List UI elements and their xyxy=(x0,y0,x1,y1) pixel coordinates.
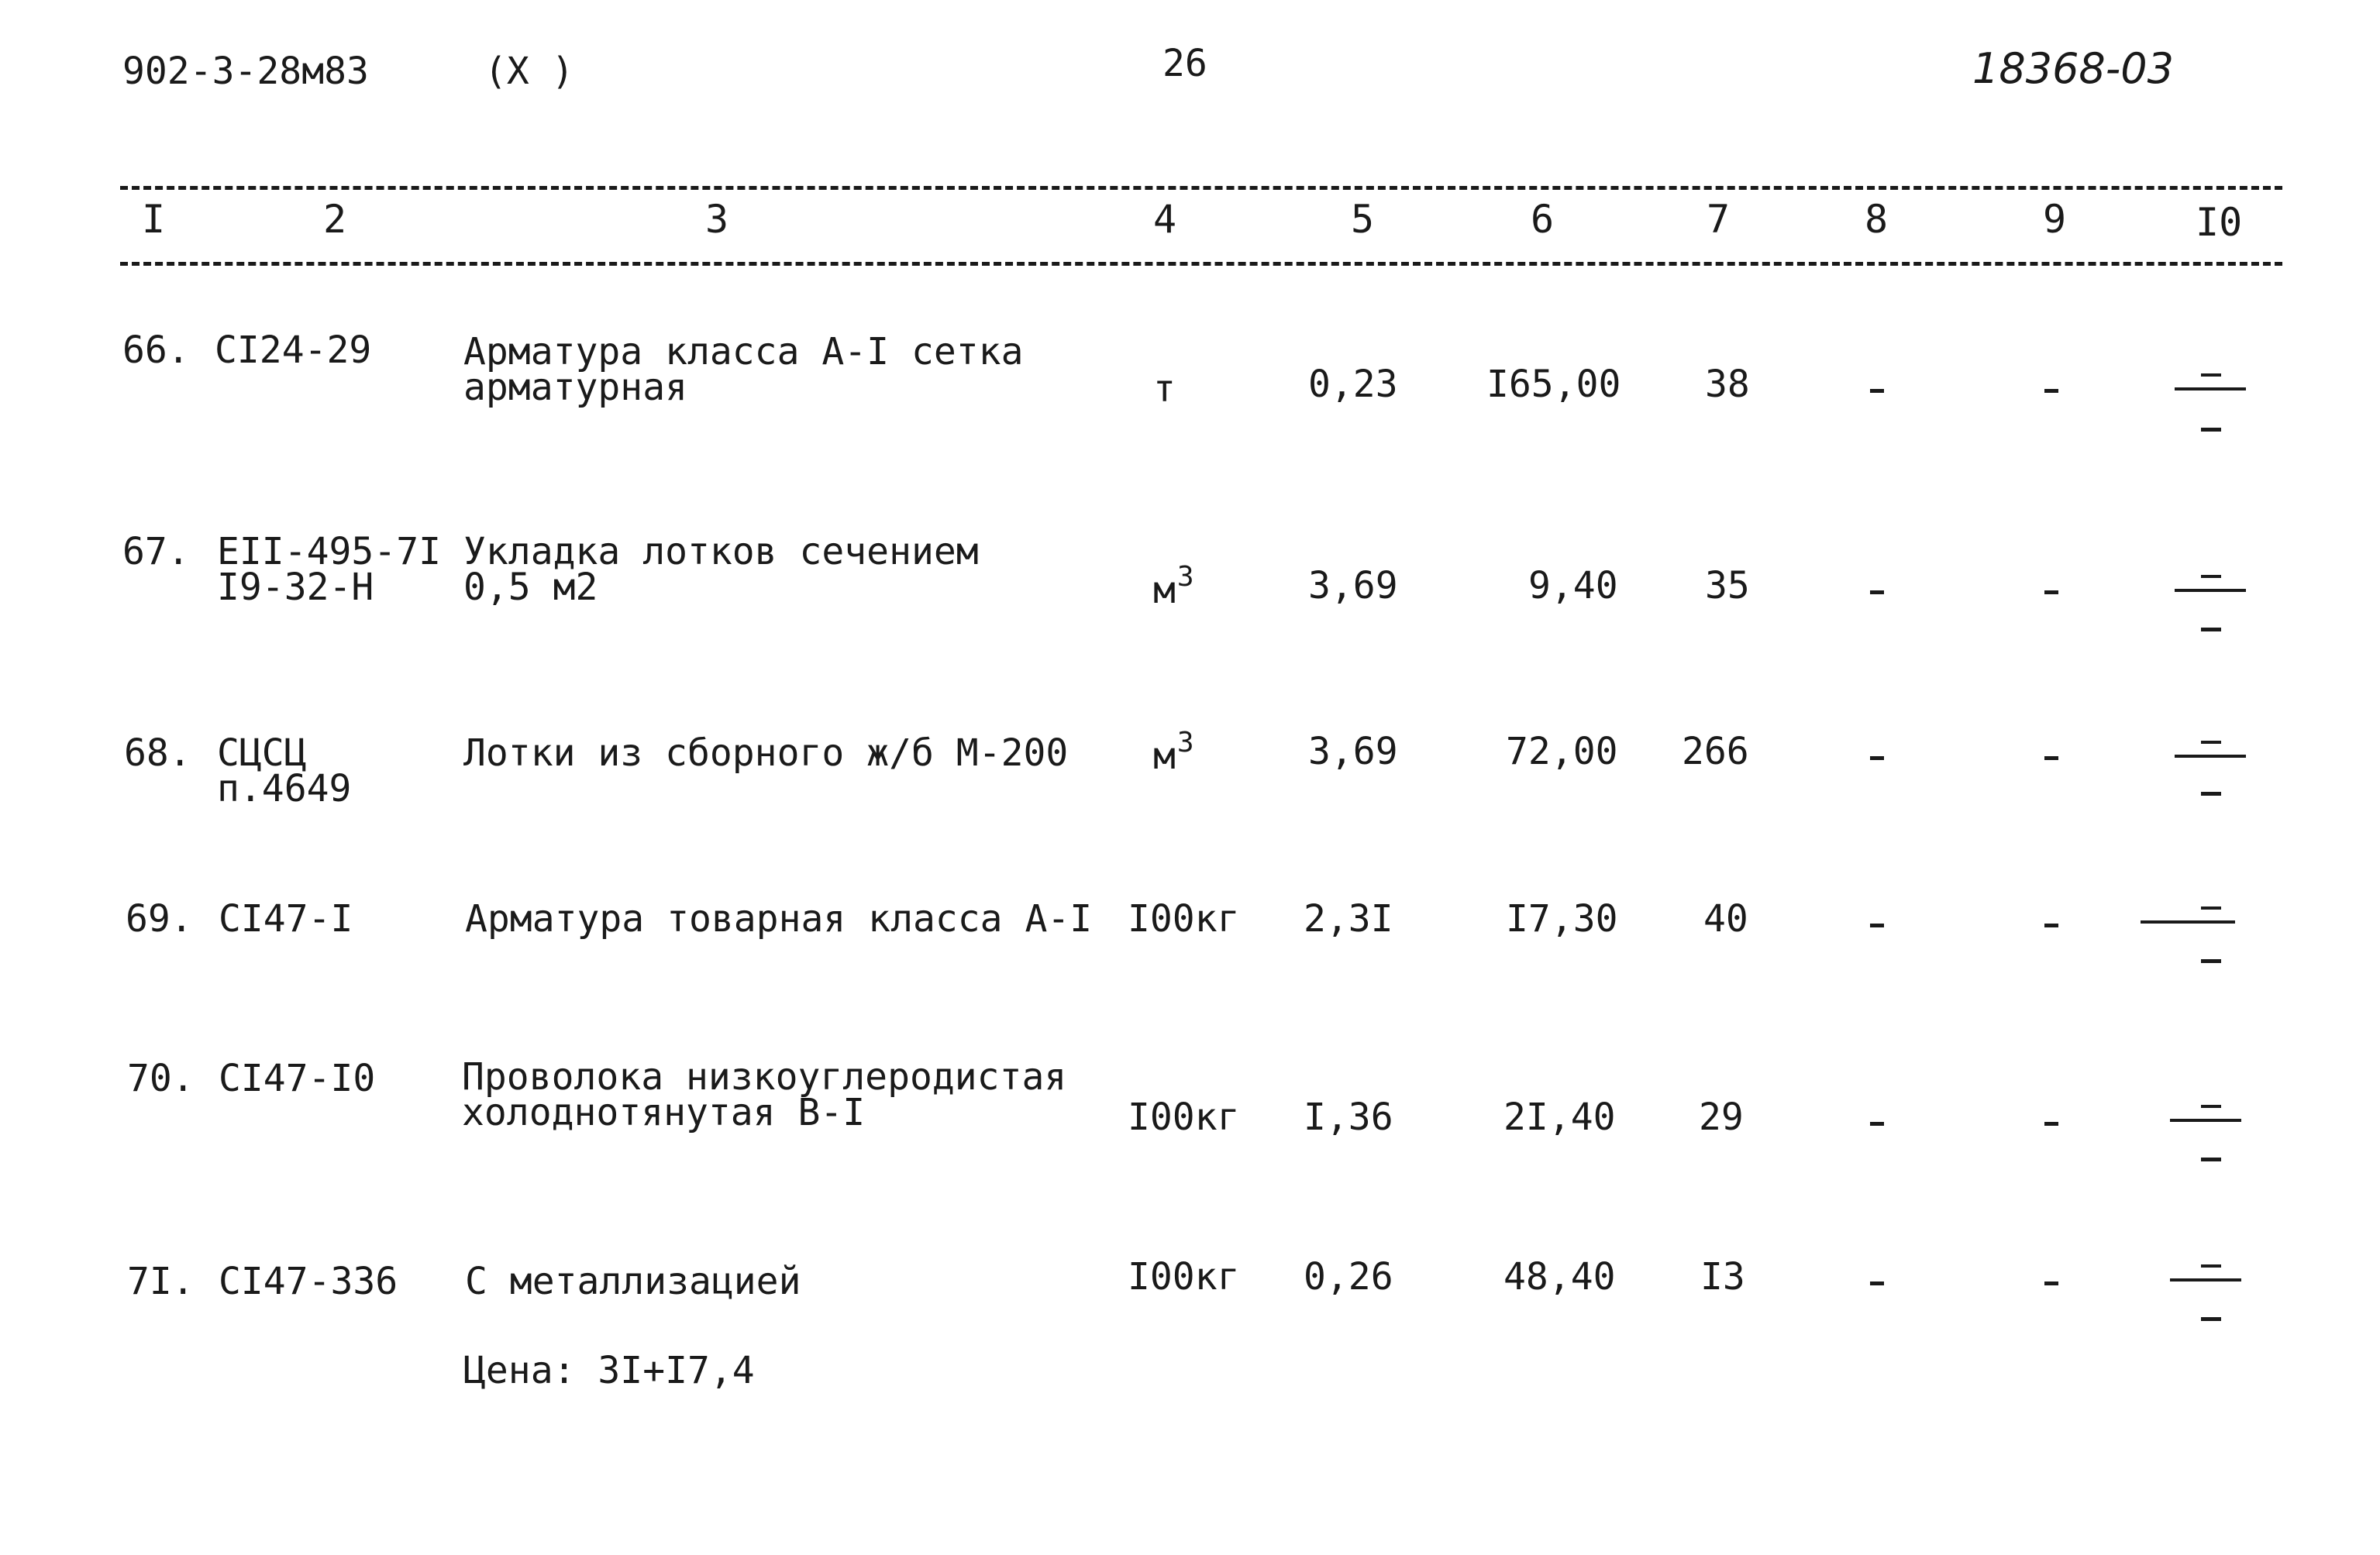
row-unit-price: I65,00 xyxy=(1486,363,1621,406)
ditto-mark-line xyxy=(2170,1278,2241,1281)
row-description-line1: Арматура класса A-I сетка xyxy=(463,330,1024,373)
document-mark: (X ) xyxy=(484,50,574,93)
ditto-mark-icon xyxy=(2201,741,2221,744)
row-total: I3 xyxy=(1700,1255,1745,1299)
row-quantity: 0,23 xyxy=(1308,363,1398,406)
row-code-line1: EII-495-7I xyxy=(217,530,441,573)
row-total: 266 xyxy=(1682,730,1749,773)
column-header-10: I0 xyxy=(2196,200,2243,245)
row-unit: I00кг xyxy=(1128,1096,1240,1139)
row-number: 70. xyxy=(127,1057,195,1100)
ditto-mark-line xyxy=(2175,387,2246,390)
row-unit-price: 9,40 xyxy=(1528,564,1618,607)
row-code-line2: п.4649 xyxy=(217,767,352,810)
row-number: 66. xyxy=(122,329,190,372)
row-quantity: 3,69 xyxy=(1308,564,1398,607)
row-total: 38 xyxy=(1705,363,1750,406)
row-quantity: 2,3I xyxy=(1304,897,1393,941)
row-code: CI47-336 xyxy=(219,1260,398,1303)
unit-label: м xyxy=(1153,569,1176,612)
row-quantity: 0,26 xyxy=(1304,1255,1393,1299)
row-unit xyxy=(1153,561,1194,612)
row-col8-dash xyxy=(1870,756,1884,760)
row-unit-price: 48,40 xyxy=(1503,1255,1616,1299)
row-code-line1: СЦСЦ xyxy=(217,731,307,775)
ditto-mark-lower xyxy=(2201,959,2221,963)
row-description-line1: Проволока низкоуглеродистая xyxy=(462,1055,1067,1099)
row-code-line2: I9-32-H xyxy=(217,566,374,609)
row-unit-price: 2I,40 xyxy=(1503,1096,1616,1139)
ditto-mark-lower xyxy=(2201,792,2221,796)
row-unit-price: 72,00 xyxy=(1506,730,1618,773)
row-unit: I00кг xyxy=(1128,1255,1240,1299)
header-bottom-rule xyxy=(120,262,2282,266)
column-header-8: 8 xyxy=(1865,197,1889,242)
row-description-line2: арматурная xyxy=(463,366,687,409)
header-top-rule xyxy=(120,186,2282,190)
row-quantity: 3,69 xyxy=(1308,730,1398,773)
column-header-2: 2 xyxy=(323,197,347,242)
row-description: Лотки из сборного ж/б М-200 xyxy=(463,731,1069,775)
ditto-mark-lower xyxy=(2201,428,2221,432)
row-col9-dash xyxy=(2044,389,2058,393)
ditto-mark-icon xyxy=(2201,1264,2221,1268)
row-unit: I00кг xyxy=(1128,897,1240,941)
row-code: CI47-I0 xyxy=(219,1057,376,1100)
row-description: Арматура товарная класса A-I xyxy=(465,897,1093,941)
unit-exponent: 3 xyxy=(1176,727,1194,759)
row-number: 68. xyxy=(124,731,191,775)
ditto-mark-line xyxy=(2141,920,2235,924)
row-total: 29 xyxy=(1699,1096,1744,1139)
unit-label: м xyxy=(1153,734,1176,778)
ditto-mark-icon xyxy=(2201,373,2221,377)
row-number: 69. xyxy=(126,897,193,941)
row-col9-dash xyxy=(2044,756,2058,760)
ditto-mark-line xyxy=(2170,1119,2241,1122)
row-unit-price: I7,30 xyxy=(1506,897,1618,941)
price-note: Цена: 3I+I7,4 xyxy=(463,1349,755,1392)
ditto-mark-lower xyxy=(2201,628,2221,631)
row-total: 40 xyxy=(1703,897,1748,941)
column-header-6: 6 xyxy=(1531,197,1555,242)
row-col9-dash xyxy=(2044,1122,2058,1126)
row-description: С металлизацией xyxy=(465,1260,801,1303)
row-unit xyxy=(1153,727,1194,778)
row-description-line2: холоднотянутая B-I xyxy=(462,1091,866,1134)
column-header-5: 5 xyxy=(1351,197,1375,242)
ditto-mark-lower xyxy=(2201,1158,2221,1161)
column-header-3: 3 xyxy=(705,197,729,242)
row-code: CI24-29 xyxy=(215,329,372,372)
row-code: CI47-I xyxy=(219,897,353,941)
row-col9-dash xyxy=(2044,1281,2058,1285)
ditto-mark-lower xyxy=(2201,1317,2221,1321)
row-col9-dash xyxy=(2044,590,2058,594)
ditto-mark-icon xyxy=(2201,575,2221,578)
document-code: 902-3-28м83 xyxy=(122,50,369,93)
row-unit: т xyxy=(1153,367,1176,411)
row-description-line2: 0,5 м2 xyxy=(463,566,598,609)
column-header-1: I xyxy=(142,197,166,242)
ditto-mark-line xyxy=(2175,589,2246,592)
unit-exponent: 3 xyxy=(1176,561,1194,593)
ditto-mark-icon xyxy=(2201,1105,2221,1108)
row-col8-dash xyxy=(1870,1122,1884,1126)
row-col8-dash xyxy=(1870,1281,1884,1285)
column-header-4: 4 xyxy=(1153,197,1177,242)
ditto-mark-line xyxy=(2175,755,2246,758)
row-col8-dash xyxy=(1870,924,1884,927)
row-col9-dash xyxy=(2044,924,2058,927)
sheet-code: 18368-03 xyxy=(1972,44,2174,93)
row-col8-dash xyxy=(1870,590,1884,594)
row-col8-dash xyxy=(1870,389,1884,393)
ditto-mark-icon xyxy=(2201,907,2221,910)
row-total: 35 xyxy=(1705,564,1750,607)
row-number: 67. xyxy=(122,530,190,573)
page-number: 26 xyxy=(1162,42,1207,85)
row-quantity: I,36 xyxy=(1304,1096,1393,1139)
column-header-9: 9 xyxy=(2043,197,2067,242)
row-description-line1: Укладка лотков сечением xyxy=(463,530,979,573)
column-header-7: 7 xyxy=(1707,197,1731,242)
row-number: 7I. xyxy=(127,1260,195,1303)
